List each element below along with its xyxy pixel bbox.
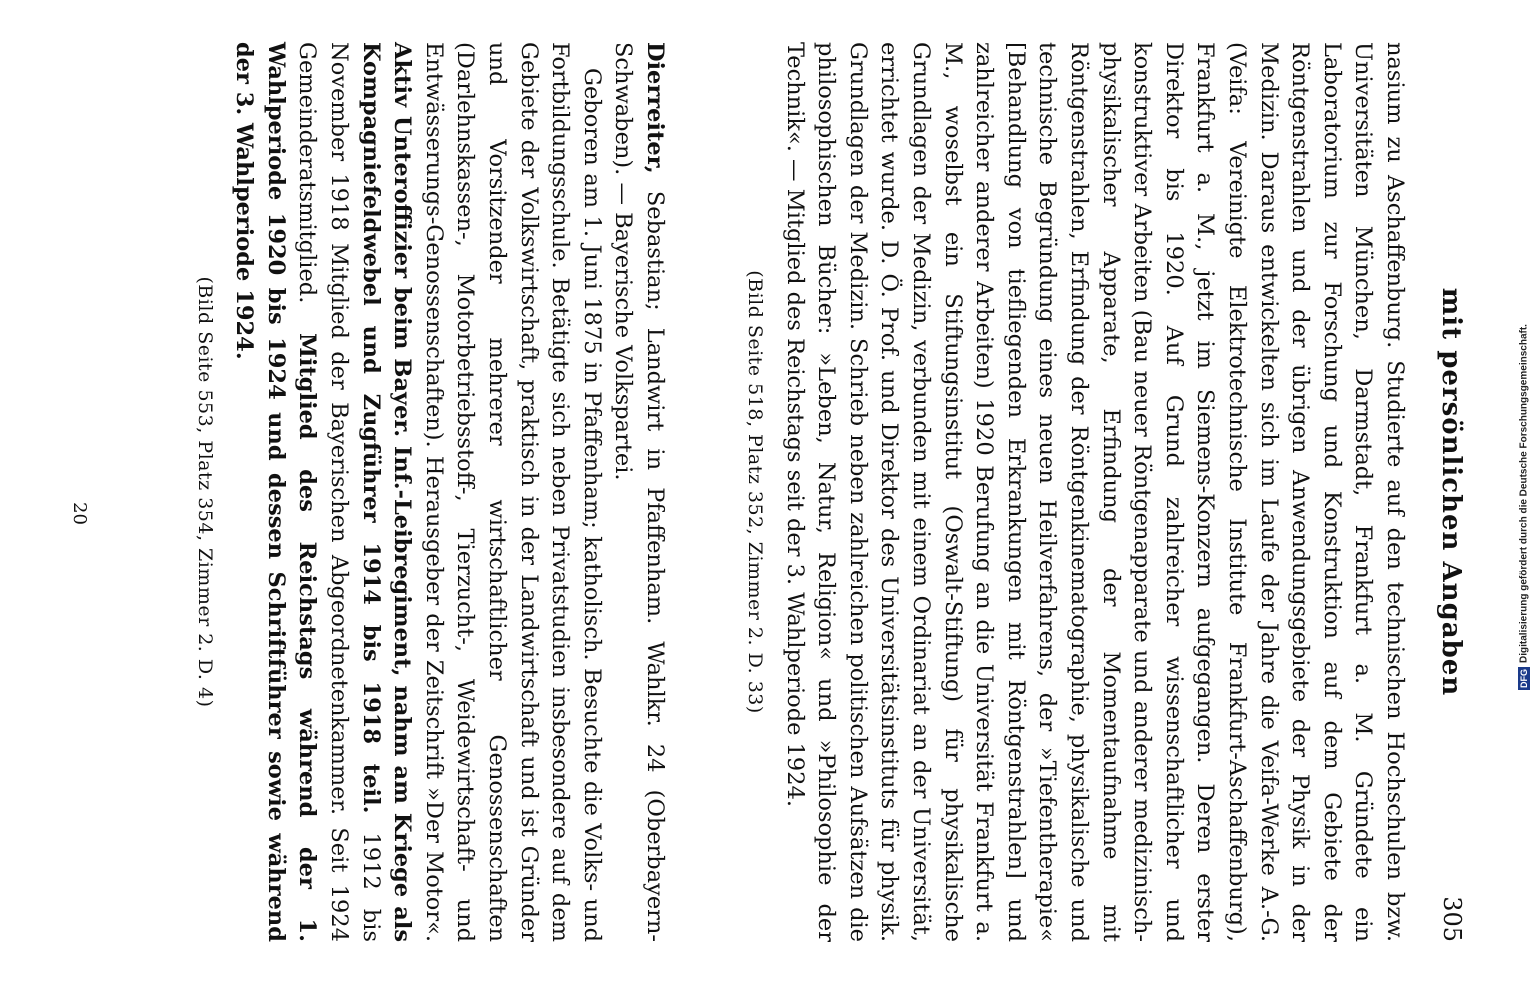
page-number: 305 [1438, 896, 1466, 942]
entry-2-bold-b: Mitglied des Reichstags während der 1. Wahlperiode 1920 bis 1924 und dessen Schriftführer sowie während der 3. Wahlperiode 1924. [231, 42, 321, 942]
entry-1-caption: (Bild Seite 518, Platz 352, Zimmer 2. D. 33) [744, 270, 767, 714]
entry-2-body-a: Geboren am 1. Juni 1875 in Pfaffenham; katholisch. Besuchte die Volks- und Fortbildungsschule. Betätigte sich neben Privatstudien insbesondere auf dem Gebiete der Volkswirtschaft, praktisch in der Landwirtschaft und ist Gründer und Vorsitzender mehrerer wirtschaftlicher Genossenschaften (Darlehnskassen-, Motorbetriebsstoff-, Tierzucht-, Weidewirtschaft- und Entwässerungs-Genossenschaften). Herausgeber der Zeitschrift »Der Motor«. [420, 42, 605, 942]
digitization-credit [1518, 30, 1530, 690]
entry-2-name: Dierreiter, [642, 42, 668, 174]
book-page [50, 42, 1470, 942]
running-title: mit persönlichen Angaben [1436, 287, 1466, 697]
dfg-logo: DFG [1519, 669, 1529, 688]
entry-2-intro: Sebastian; Landwirt in Pfaffenham. Wahlkr. 24 (Oberbayern-Schwaben). — Bayerische Volkspartei. [610, 42, 668, 942]
entry-2-body-b: 1912 bis November 1918 Mitglied der Bayerischen Abgeordnetenkammer. Seit 1924 Gemeinderatsmitglied. [294, 42, 384, 942]
entry-dierreiter [188, 42, 670, 942]
credit-text: Digitalisierung gefördert durch die Deutsche Forschungsgemeinschaft. [1518, 324, 1530, 663]
entry-continued [739, 42, 1410, 942]
entry-2-caption: (Bild Seite 553, Platz 354, Zimmer 2. D. 4) [193, 276, 216, 708]
entry-2-bold-a: Aktiv Unteroffizier beim Bayer. Inf.-Leibregiment, nahm am Kriege als Kompagniefeldwebel und Zugführer 1914 bis 1918 teil. [357, 42, 416, 942]
sheet-number: 20 [69, 502, 90, 525]
running-header [1422, 42, 1470, 942]
entry-1-text: nasium zu Aschaffenburg. Studierte auf den technischen Hochschulen bzw. Universitäten München, Darmstadt, Frankfurt a. M. Gründete ein Laboratorium zur Forschung und Konstruktion auf dem Gebiete der Röntgenstrahlen und der übrigen Anwendungsgebiete der Physik in der Medizin. Daraus entwickelten sich im Laufe der Jahre die Veifa-Werke A.-G. (Veifa: Vereinigte Elektrotechnische Institute Frankfurt-Aschaffenburg), Frankfurt a. M., jetzt im Siemens-Konzern aufgegangen. Deren erster Direktor bis 1920. Auf Grund zahlreicher wissenschaftlicher und konstruktiver Arbeiten (Bau neuer Röntgenapparate und anderer medizinisch-physikalischer Apparate, Erfindung der Momentaufnahme mit Röntgenstrahlen, Erfindung der Röntgenkinematographie, physikalische und technische Begründung eines neuen Heilverfahrens, der »Tiefentherapie« [Behandlung von tiefliegenden Erkrankungen mit Röntgenstrahlen] und zahlreicher anderer Arbeiten) 1920 Berufung an die Universität Frankfurt a. M., woselbst ein Stiftungsinstitut (Oswalt-Stiftung) für physikalische Grundlagen der Medizin, verbunden mit einem Ordinariat an der Universität, errichtet wurde. D. Ö. Prof. und Direktor des Universitätsinstituts für physik. Grundlagen der Medizin. Schrieb neben zahlreichen politischen Aufsätzen die philosophischen Bücher: »Leben, Natur, Religion« und »Philosophie der Technik«. — Mitglied des Reichstags seit der 3. Wahlperiode 1924. [781, 42, 1408, 942]
